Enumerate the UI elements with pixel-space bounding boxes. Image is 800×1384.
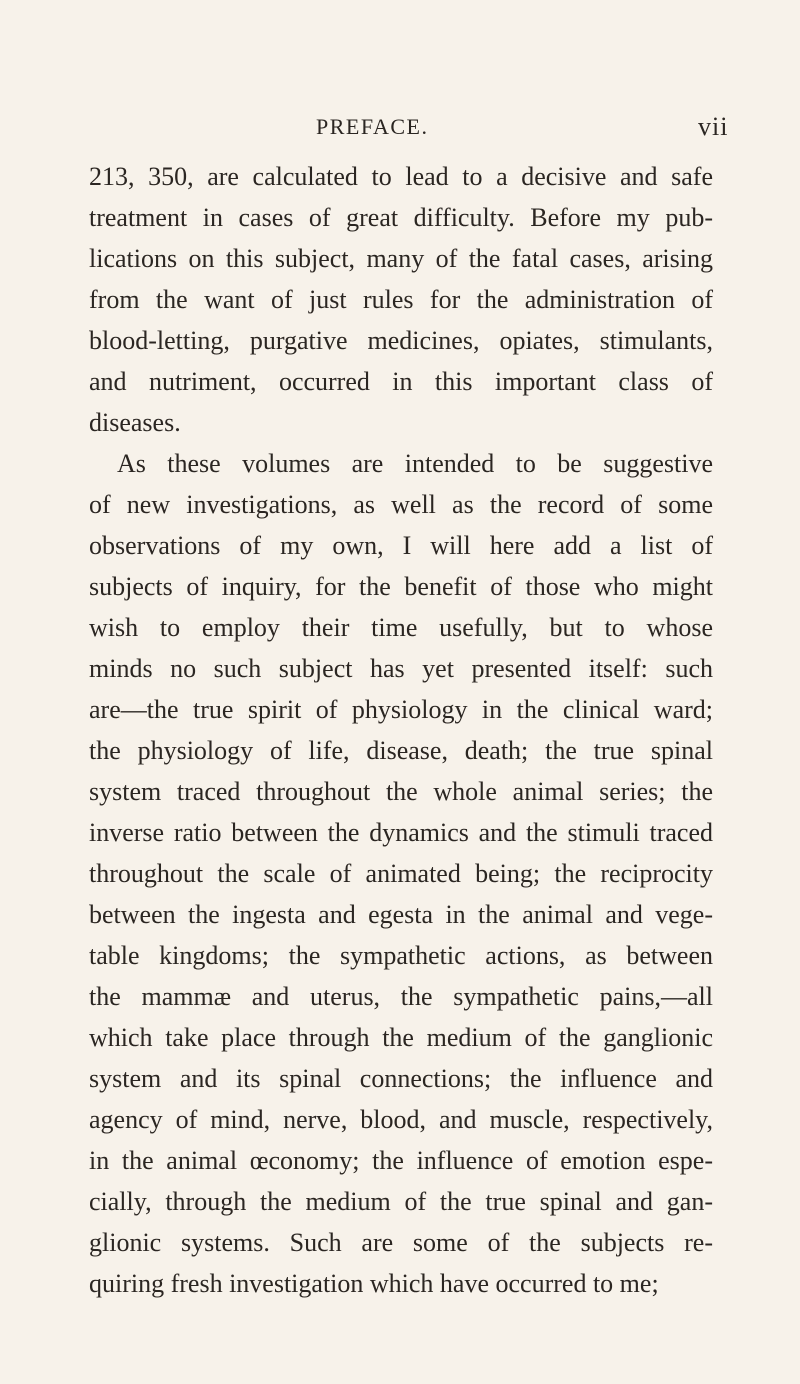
text-line: system and its spinal connections; the influence and xyxy=(89,1064,713,1093)
page-header xyxy=(0,110,800,150)
text-line: of new investigations, as well as the record of some xyxy=(89,490,713,519)
text-line: cially, through the medium of the true spinal and gan- xyxy=(89,1187,713,1216)
text-line: glionic systems. Such are some of the subjects re- xyxy=(89,1228,713,1257)
text-line: wish to employ their time usefully, but to whose xyxy=(89,613,713,642)
text-line: As these volumes are intended to be suggestive xyxy=(117,449,713,478)
text-line: in the animal œconomy; the influence of emotion espe- xyxy=(89,1146,713,1175)
text-line: subjects of inquiry, for the benefit of those who might xyxy=(89,572,713,601)
text-line: the physiology of life, disease, death; the true spinal xyxy=(89,736,713,765)
text-line: system traced throughout the whole animal series; the xyxy=(89,777,713,806)
text-line: agency of mind, nerve, blood, and muscle, respectively, xyxy=(89,1105,713,1134)
text-line: observations of my own, I will here add a list of xyxy=(89,531,713,560)
text-line: lications on this subject, many of the fatal cases, arising xyxy=(89,244,713,273)
body-text xyxy=(89,156,713,1304)
text-line: treatment in cases of great difficulty. Before my pub- xyxy=(89,203,713,232)
text-line: throughout the scale of animated being; the reciprocity xyxy=(89,859,713,888)
text-line: and nutriment, occurred in this important class of xyxy=(89,367,713,396)
page-number: vii xyxy=(698,112,729,141)
text-line: which take place through the medium of the ganglionic xyxy=(89,1023,713,1052)
text-line: between the ingesta and egesta in the animal and vege- xyxy=(89,900,713,929)
text-line: blood-letting, purgative medicines, opiates, stimulants, xyxy=(89,326,713,355)
text-line: diseases. xyxy=(89,408,181,437)
text-line: the mammæ and uterus, the sympathetic pains,—all xyxy=(89,982,713,1011)
text-line: 213, 350, are calculated to lead to a decisive and safe xyxy=(89,162,713,191)
text-line: quiring fresh investigation which have occurred to me; xyxy=(89,1269,659,1298)
text-line: minds no such subject has yet presented itself: such xyxy=(89,654,713,683)
text-line: table kingdoms; the sympathetic actions, as between xyxy=(89,941,713,970)
text-line: inverse ratio between the dynamics and the stimuli traced xyxy=(89,818,713,847)
running-title: PREFACE. xyxy=(316,114,429,139)
text-line: from the want of just rules for the administration of xyxy=(89,285,713,314)
text-line: are—the true spirit of physiology in the clinical ward; xyxy=(89,695,713,724)
